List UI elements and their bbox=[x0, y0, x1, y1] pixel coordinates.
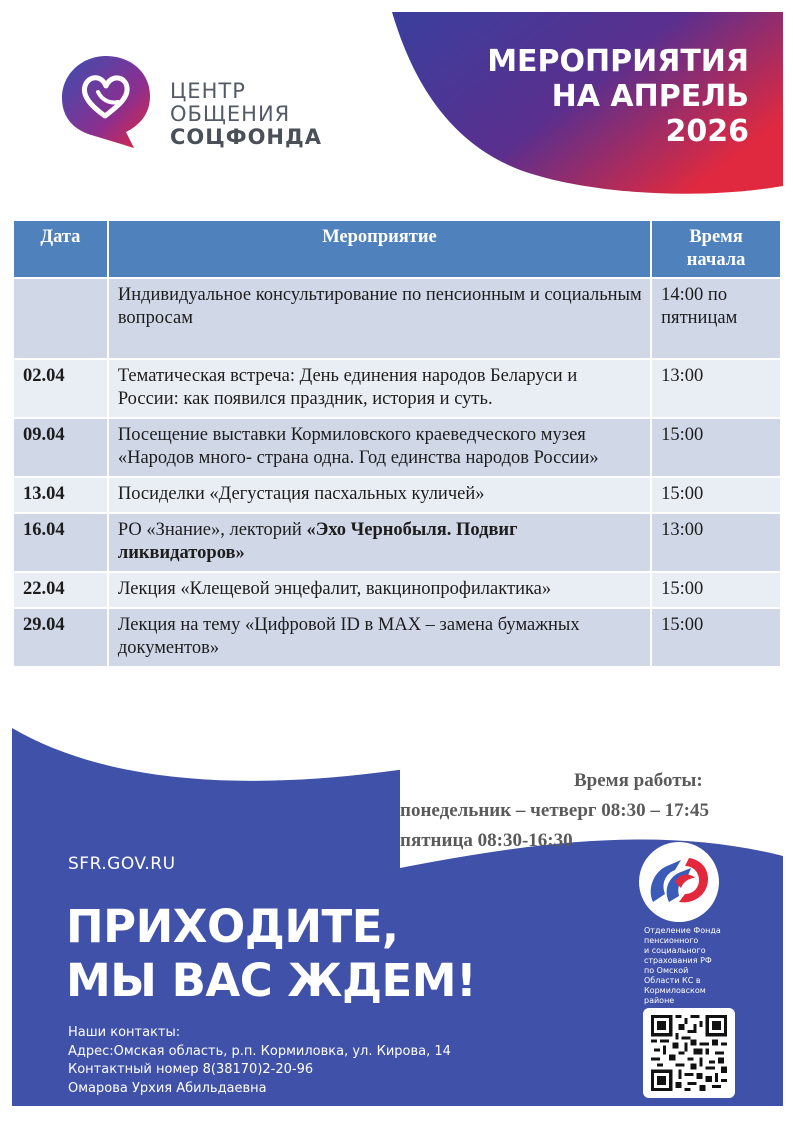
row-date: 13.04 bbox=[13, 477, 108, 513]
row-event-bold: «Эхо Чернобыля. Подвиг ликвидаторов» bbox=[117, 520, 518, 563]
header-time-line-2: начала bbox=[686, 250, 746, 270]
org-line: страхования РФ bbox=[644, 956, 712, 965]
row-event: Лекция «Клещевой энцефалит, вакцинопрофилактика» bbox=[108, 572, 651, 608]
table-row bbox=[13, 513, 781, 572]
logo-line-1: ЦЕНТР bbox=[170, 79, 246, 103]
working-hours bbox=[400, 766, 709, 856]
org-line: Кормиловском bbox=[644, 986, 706, 995]
row-time: 13:00 bbox=[651, 359, 781, 418]
contacts-title: Наши контакты: bbox=[68, 1025, 181, 1040]
title-line-2: НА АПРЕЛЬ bbox=[551, 79, 749, 114]
contact-address: Адрес:Омская область, р.п. Кормиловка, ул. Кирова, 14 bbox=[68, 1043, 451, 1059]
row-event: Тематическая встреча: День единения народов Беларуси и России: как появился праздник, история и суть. bbox=[108, 359, 651, 418]
heart-chat-logo-icon bbox=[58, 52, 154, 148]
contact-phone: Контактный номер 8(38170)2-20-96 bbox=[68, 1062, 314, 1077]
table-row bbox=[13, 477, 781, 513]
contacts-block bbox=[68, 1024, 451, 1098]
qr-code-icon bbox=[651, 1014, 727, 1092]
logo-wordmark bbox=[170, 80, 322, 149]
row-event-plain: РО «Знание», лекторий bbox=[117, 520, 307, 540]
sfr-logo-icon bbox=[645, 850, 713, 910]
row-date: 29.04 bbox=[13, 608, 108, 667]
row-date: 09.04 bbox=[13, 418, 108, 477]
row-event: Индивидуальное консультирование по пенсионным и социальным вопросам bbox=[108, 278, 651, 359]
row-event: Посещение выставки Кормиловского краеведческого музея «Народов много- страна одна. Год единства народов России» bbox=[108, 418, 651, 477]
title-line-3: 2026 bbox=[665, 114, 749, 149]
site-link[interactable]: SFR.GOV.RU bbox=[68, 854, 176, 874]
logo-line-3: СОЦФОНДА bbox=[170, 125, 322, 149]
header-date: Дата bbox=[13, 220, 108, 278]
org-line: и социального bbox=[644, 946, 706, 955]
row-time: 14:00 по пятницам bbox=[651, 278, 781, 359]
hours-weekdays: понедельник – четверг 08:30 – 17:45 bbox=[400, 800, 709, 821]
row-date bbox=[13, 278, 108, 359]
row-time: 15:00 bbox=[651, 418, 781, 477]
title-line-1: МЕРОПРИЯТИЯ bbox=[487, 44, 749, 79]
welcome-line-1: ПРИХОДИТЕ, bbox=[66, 900, 399, 953]
org-line: Отделение Фонда bbox=[644, 926, 721, 935]
table-header-row bbox=[13, 220, 781, 278]
row-event: Посиделки «Дегустация пасхальных куличей» bbox=[108, 477, 651, 513]
row-event: Лекция на тему «Цифровой ID в MAX – замена бумажных документов» bbox=[108, 608, 651, 667]
header-time-line-1: Время bbox=[689, 227, 743, 247]
org-line: Области КС в bbox=[644, 976, 701, 985]
hours-friday: пятница 08:30-16:30 bbox=[400, 830, 573, 851]
row-event bbox=[108, 513, 651, 572]
row-time: 13:00 bbox=[651, 513, 781, 572]
qr-code-card bbox=[643, 1008, 735, 1098]
table-row bbox=[13, 418, 781, 477]
org-line: пенсионного bbox=[644, 936, 699, 945]
table-row bbox=[13, 608, 781, 667]
contact-person: Омарова Урхия Абильдаевна bbox=[68, 1080, 267, 1096]
row-time: 15:00 bbox=[651, 477, 781, 513]
table-row bbox=[13, 278, 781, 359]
row-date: 16.04 bbox=[13, 513, 108, 572]
org-line: районе bbox=[644, 996, 675, 1005]
welcome-slogan bbox=[66, 900, 476, 1008]
row-date: 02.04 bbox=[13, 359, 108, 418]
welcome-line-2: МЫ ВАС ЖДЕМ! bbox=[66, 954, 477, 1007]
table-row bbox=[13, 359, 781, 418]
hours-title: Время работы: bbox=[574, 770, 703, 791]
row-time: 15:00 bbox=[651, 608, 781, 667]
logo-line-2: ОБЩЕНИЯ bbox=[170, 102, 291, 126]
page-title bbox=[487, 44, 749, 149]
header-time bbox=[651, 220, 781, 278]
header-event: Мероприятие bbox=[108, 220, 651, 278]
events-table bbox=[12, 219, 782, 668]
sfr-logo-badge bbox=[639, 842, 719, 922]
org-name bbox=[644, 926, 734, 1010]
org-line: по Омской bbox=[644, 966, 689, 975]
row-date: 22.04 bbox=[13, 572, 108, 608]
table-row bbox=[13, 572, 781, 608]
row-time: 15:00 bbox=[651, 572, 781, 608]
